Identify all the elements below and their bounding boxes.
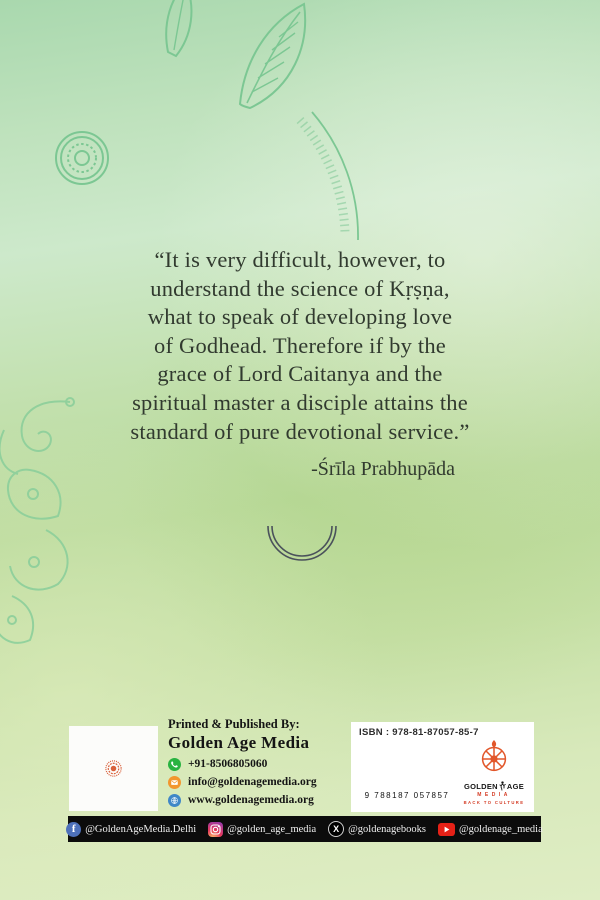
- youtube-handle: @goldenage_media: [459, 823, 543, 835]
- quote-attribution: -Śrīla Prabhupāda: [311, 458, 455, 480]
- facebook-icon: f: [66, 822, 81, 837]
- social-youtube: [438, 823, 543, 836]
- email-address: info@goldenagemedia.org: [188, 776, 317, 788]
- barcode: [355, 740, 459, 802]
- leaf-ornament: [166, 0, 358, 240]
- logo-media-text: MEDIA: [477, 792, 511, 798]
- social-instagram: [208, 822, 316, 837]
- website-url: www.goldenagemedia.org: [188, 794, 314, 806]
- email-icon: [168, 776, 181, 789]
- quote-line: of Godhead. Therefore if by the: [154, 332, 446, 358]
- social-bar: [68, 816, 541, 842]
- x-twitter-icon: X: [328, 821, 344, 837]
- logo-name-left: GOLDEN: [463, 781, 498, 791]
- publisher-block: [168, 717, 348, 807]
- quote-line: “It is very difficult, however, to: [154, 247, 446, 272]
- globe-icon: [168, 794, 181, 807]
- quote-line: standard of pure devotional service.”: [130, 418, 470, 444]
- instagram-icon: [208, 822, 223, 837]
- mandala-ornament: [56, 132, 108, 184]
- qr-code: [69, 726, 158, 811]
- chakra-logo-icon: [475, 738, 513, 778]
- logo-tagline: BACK TO CULTURE: [463, 799, 525, 805]
- contact-email: [168, 775, 348, 789]
- publisher-name: Golden Age Media: [168, 733, 310, 752]
- qr-code-pattern: [76, 732, 151, 805]
- quote-line: understand the science of Kṛṣṇa,: [150, 275, 450, 301]
- social-facebook: [66, 822, 196, 837]
- whatsapp-number: +91-8506805060: [188, 758, 268, 770]
- quote-line: grace of Lord Caitanya and the: [157, 361, 443, 387]
- publisher-logo: [459, 738, 529, 805]
- isbn-label: ISBN : 978-81-87057-85-7: [359, 727, 479, 738]
- half-mandala-ornament: [268, 526, 336, 560]
- youtube-icon: [438, 823, 455, 836]
- contact-whatsapp: [168, 757, 348, 771]
- x-handle: @goldenagebooks: [348, 823, 427, 835]
- quote-line: spiritual master a disciple attains the: [132, 389, 468, 415]
- facebook-handle: @GoldenAgeMedia.Delhi: [85, 823, 197, 835]
- social-x: [328, 821, 426, 837]
- isbn-box: [351, 722, 534, 812]
- quote-line: what to speak of developing love: [147, 304, 453, 330]
- qr-center-logo-icon: [106, 761, 121, 776]
- publisher-heading: Printed & Published By:: [168, 717, 300, 731]
- barcode-digits: 9 788187 057857: [364, 791, 450, 800]
- logo-name-right: AGE: [506, 781, 525, 791]
- whatsapp-icon: [168, 758, 181, 771]
- quote-text: [58, 246, 542, 446]
- instagram-handle: @golden_age_media: [227, 823, 317, 835]
- dancer-figure-icon: [499, 781, 506, 791]
- contact-website: [168, 793, 348, 807]
